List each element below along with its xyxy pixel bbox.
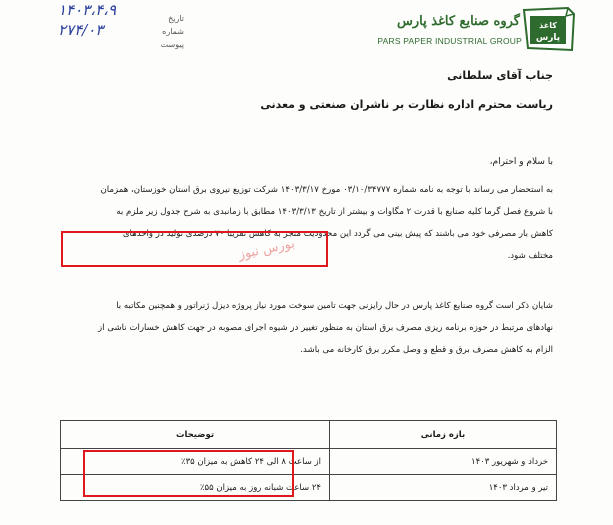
- paragraph-1-line: به استحضار می رساند با توجه به نامه شماره ۰۳/۱۰/۳۴۷۷۷ مورخ ۱۴۰۳/۳/۱۷ شرکت توزیع نیروی برق استان خوزستان، همزمان: [100, 185, 553, 195]
- highlight-box-paragraph: [61, 231, 328, 267]
- number-label: شماره: [162, 27, 184, 36]
- header-handwritten: [58, 0, 168, 40]
- logo-lettering: کاغذ: [539, 21, 557, 30]
- paragraph-2-line: نهادهای مرتبط در حوزه برنامه ریزی مصرف برق استان به منظور تغییر در شیوه اجرای مصوبه در جهت کاهش خسارات ناشی از: [98, 323, 553, 333]
- paragraph-1-line: مختلف شود.: [507, 251, 553, 261]
- greeting: با سلام و احترام،: [489, 157, 553, 167]
- brand-name-en: PARS PAPER INDUSTRIAL GROUP: [377, 36, 522, 46]
- table-header-row: [61, 421, 557, 449]
- attachment-label: پیوست: [160, 40, 184, 49]
- column-header-period: بازه زمانی: [330, 421, 557, 449]
- cell-period: خرداد و شهریور ۱۴۰۳: [330, 449, 557, 475]
- cell-description: ۲۴ ساعت شبانه روز به میزان ۵۵٪: [61, 475, 330, 501]
- cell-description: از ساعت ۸ الی ۲۴ کاهش به میزان ۳۵٪: [61, 449, 330, 475]
- logo-lettering-2: پارس: [535, 33, 561, 43]
- watermark: بورس نیوز: [237, 236, 297, 263]
- number-value: ۲۷۴/۰۳: [58, 21, 104, 39]
- paragraph-1-line: کاهش بار مصرفی خود می باشند که پیش بینی می گردد این محدودیت منجر به کاهش تقریبا ۷۰ درصدی تولید در واحدهای: [122, 229, 553, 239]
- brand-name-fa: گروه صنایع کاغذ پارس: [397, 14, 520, 29]
- company-logo: [520, 4, 580, 54]
- paragraph-2: [58, 295, 553, 361]
- paragraph-1-line: با شروع فصل گرما کلیه صنایع با قدرت ۲ مگاوات و بیشتر از تاریخ ۱۴۰۳/۳/۱۳ مطابق با زمانبدی به شرح جدول زیر ملزم به: [116, 207, 553, 217]
- paragraph-2-line: الزام به کاهش مصرف برق و قطع و وصل مکرر برق کارخانه می باشد.: [300, 345, 553, 355]
- column-header-description: توضیحات: [61, 421, 330, 449]
- date-label: تاریخ: [168, 14, 184, 23]
- recipient-title: ریاست محترم اداره نظارت بر ناشران صنعتی و معدنی: [260, 98, 553, 111]
- cell-period: تیر و مرداد ۱۴۰۳: [330, 475, 557, 501]
- salutation: جناب آقای سلطانی: [447, 69, 553, 82]
- paragraph-2-line: شایان ذکر است گروه صنایع کاغذ پارس در حال رایزنی جهت تامین سوخت مورد نیاز پروژه دیزل ژنراتور و همچنین مکاتبه با: [116, 301, 553, 311]
- date-value: ۱۴۰۳،۴،۹: [58, 1, 117, 19]
- highlight-box-table: [83, 450, 294, 497]
